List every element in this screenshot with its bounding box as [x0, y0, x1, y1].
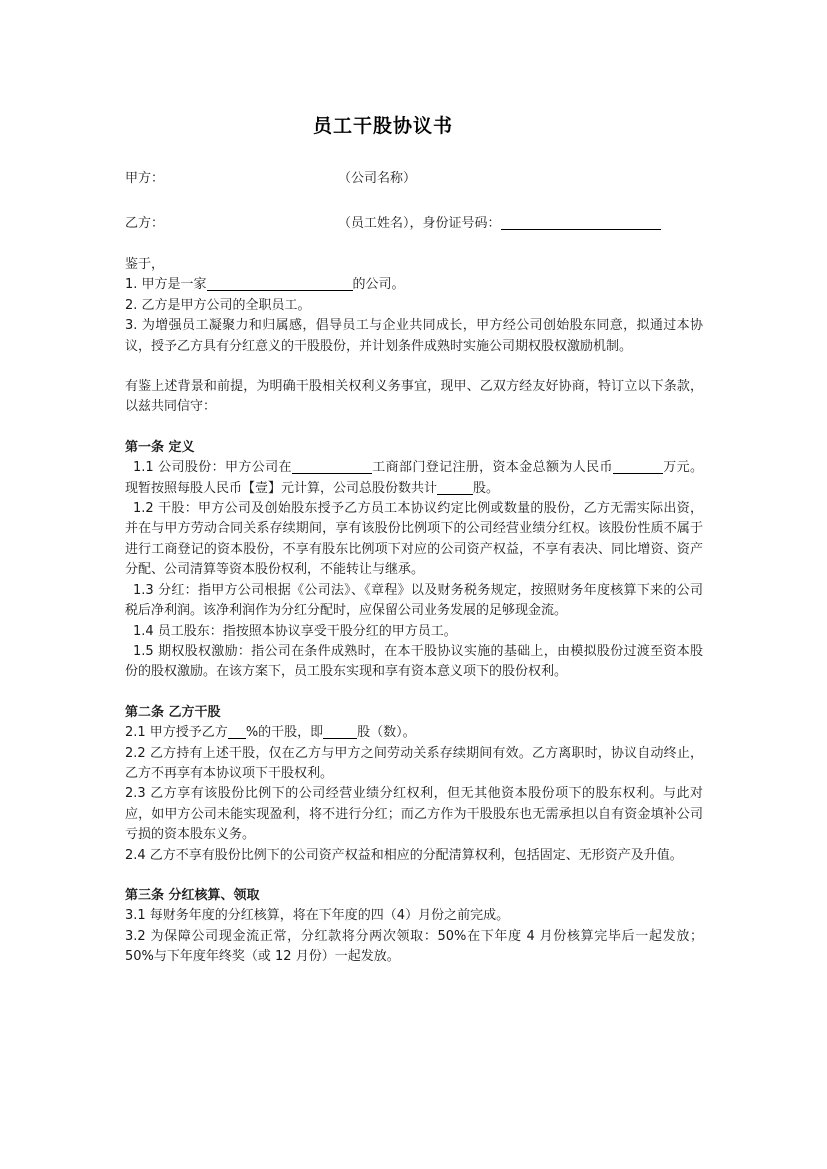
party-a-value: （公司名称）	[338, 171, 417, 186]
registration-blank	[292, 459, 372, 474]
document-body	[125, 255, 703, 968]
preamble-item-1-text-b: 的公司。	[352, 277, 405, 293]
total-shares-blank	[437, 480, 473, 495]
clause-3-1: 3.1 每财务年度的分红核算，将在下年度的四（4）月份之前完成。	[125, 908, 510, 924]
clause-1-3: 1.3 分红：指甲方公司根据《公司法》、《章程》以及财务税务规定，按照财务年度核算下来的公司税后净利润。该净利润作为分红分配时，应保留公司业务发展的足够现金流。	[125, 582, 703, 619]
clause-2-1-text-b: %的干股，即	[245, 725, 324, 741]
percentage-blank	[228, 724, 246, 739]
id-number-blank	[501, 215, 661, 230]
party-a-label: 甲方：	[125, 171, 165, 186]
company-type-blank	[207, 276, 353, 291]
clause-2-2: 2.2 乙方持有上述干股，仅在乙方与甲方之间劳动关系存续期间有效。乙方离职时，协议自动终止，乙方不再享有本协议项下干股权利。	[125, 745, 703, 781]
clause-1-1	[125, 458, 703, 499]
document-title: 员工干股协议书	[313, 115, 454, 137]
preamble-item-2: 2. 乙方是甲方公司的全职员工。	[125, 297, 311, 313]
article-2-heading: 第二条 乙方干股	[125, 704, 221, 720]
article-3-heading: 第三条 分红核算、领取	[125, 887, 260, 903]
clause-3-2: 3.2 为保障公司现金流正常，分红款将分两次领取：50%在下年度 4 月份核算完毕后一起发放；50%与下年度年终奖（或 12 月份）一起发放。	[125, 928, 703, 965]
clause-2-1-text-a: 2.1 甲方授予乙方	[125, 725, 228, 741]
preamble-intro: 鉴于，	[125, 257, 165, 272]
preamble-item-1	[125, 275, 703, 295]
clause-1-4: 1.4 员工股东：指按照本协议享受干股分红的甲方员工。	[133, 623, 457, 639]
share-count-blank	[323, 724, 357, 739]
preamble-item-1-text-a: 1. 甲方是一家	[125, 277, 207, 293]
clause-2-1	[125, 723, 703, 743]
clause-1-1-text-a: 1.1 公司股份：甲方公司在	[133, 460, 292, 476]
clause-1-1-text-b: 工商部门登记注册，资本金总额为人民币	[371, 460, 613, 476]
preamble-item-3: 3. 为增强员工凝聚力和归属感，倡导员工与企业共同成长，甲方经公司创始股东同意，拟通过本协议，授予乙方具有分红意义的干股股份，并计划条件成熟时实施公司期权股权激励机制。	[125, 318, 703, 354]
premise-paragraph: 有鉴上述背景和前提，为明确干股相关权利义务事宜，现甲、乙双方经友好协商，特订立以下条款，以兹共同信守：	[125, 379, 703, 415]
clause-1-1-text-c: 万元。现暂按照每股人民币【壹】元计算，公司总股份数共计	[125, 460, 703, 496]
party-b-value	[338, 212, 661, 231]
clause-1-2: 1.2 干股：甲方公司及创始股东授予乙方员工本协议约定比例或数量的股份，乙方无需实际出资，并在与甲方劳动合同关系存续期间，享有该股份比例项下的公司经营业绩分红权。该股份性质不属于进行工商登记的资本股份，不享有股东比例项下对应的公司资产权益，不享有表决、同比增资、资产分配、公司清算等资本股份权利，不能转让与继承。	[125, 501, 703, 578]
capital-amount-blank	[613, 459, 663, 474]
party-b-value-text: （员工姓名），身份证号码：	[338, 216, 501, 231]
clause-1-1-text-d: 股。	[473, 480, 500, 496]
article-1-heading: 第一条 定义	[125, 439, 195, 455]
clause-2-4: 2.4 乙方不享有股份比例下的公司资产权益和相应的分配清算权利，包括固定、无形资产及升值。	[125, 847, 683, 863]
clause-1-5: 1.5 期权股权激励：指公司在条件成熟时，在本干股协议实施的基础上，由模拟股份过渡至资本股份的股权激励。在该方案下，员工股东实现和享有资本意义项下的股份权利。	[125, 643, 703, 680]
party-b-label: 乙方：	[125, 216, 165, 231]
clause-2-3: 2.3 乙方享有该股份比例下的公司经营业绩分红权利，但无其他资本股份项下的股东权利。与此对应，如甲方公司未能实现盈利，将不进行分红；而乙方作为干股股东也无需承担以自有资金填补公司亏损的资本股东义务。	[125, 786, 703, 843]
clause-2-1-text-c: 股（数）。	[357, 725, 416, 741]
